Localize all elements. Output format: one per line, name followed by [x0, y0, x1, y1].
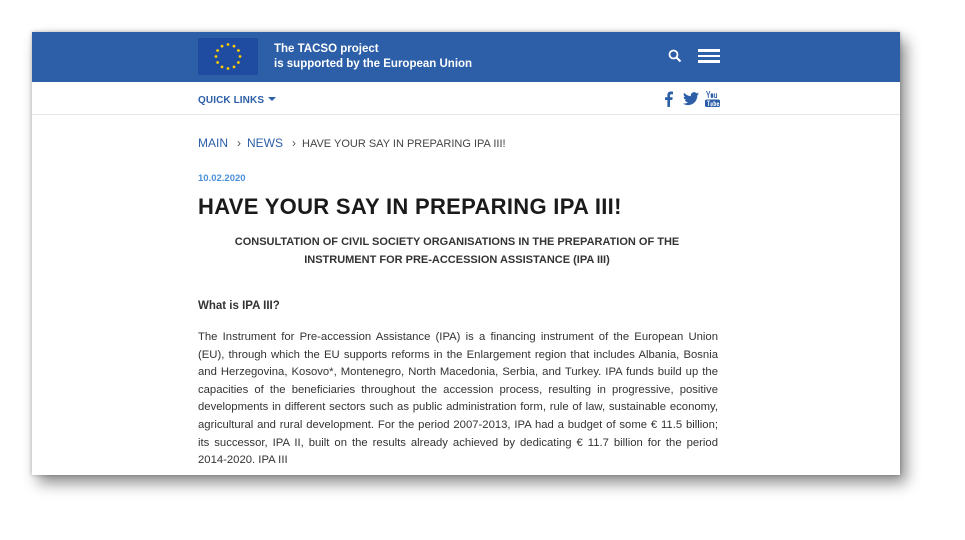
- quick-links-label: QUICK LINKS: [198, 95, 265, 106]
- breadcrumb-main-link[interactable]: MAIN: [198, 136, 228, 150]
- site-header: [32, 32, 900, 82]
- chevron-right-icon: ›: [237, 136, 241, 150]
- breadcrumb-current: HAVE YOUR SAY IN PREPARING IPA III!: [302, 138, 506, 150]
- brand-line-2: is supported by the European Union: [274, 57, 473, 70]
- twitter-icon[interactable]: [683, 91, 699, 107]
- browser-frame: [32, 32, 900, 475]
- hamburger-menu-icon[interactable]: [698, 49, 720, 63]
- article-date: 10.02.2020: [198, 173, 246, 184]
- caret-down-icon: [268, 97, 276, 101]
- article-body: The Instrument for Pre-accession Assistance (IPA) is a financing instrument of the European Union (EU), through which the EU supports reforms in the Enlargement region that includes Albania, Bosnia and Herzegovina, Kosovo*, Montenegro, North Macedonia, Serbia, and Turkey. IPA funds build up the capacities of the beneficiaries throughout the accession process, resulting in progressive, positive developments in different sectors such as public administration form, rule of law, sustainable economy, agricultural and rural development. For the period 2007-2013, IPA had a budget of some € 11.5 billion; its successor, IPA II, built on the results already achieved by dedicating € 11.7 billion for the period 2014-2020. IPA III: [198, 331, 718, 467]
- quick-links-dropdown[interactable]: [198, 95, 276, 106]
- article-title: HAVE YOUR SAY IN PREPARING IPA III!: [198, 194, 622, 219]
- article-subtitle: CONSULTATION OF CIVIL SOCIETY ORGANISATIONS IN THE PREPARATION OF THE INSTRUMENT FOR PRE-ACCESSION ASSISTANCE (IPA III): [234, 236, 680, 266]
- facebook-icon[interactable]: [664, 91, 673, 107]
- eu-flag-logo[interactable]: [198, 38, 258, 75]
- brand-text[interactable]: [274, 42, 472, 71]
- quick-links-bar: [32, 82, 900, 115]
- chevron-right-icon: ›: [292, 136, 296, 150]
- breadcrumb: [198, 136, 506, 150]
- search-icon[interactable]: [668, 49, 682, 68]
- brand-line-1: The TACSO project: [274, 43, 379, 55]
- youtube-icon[interactable]: [705, 91, 720, 107]
- section-heading: What is IPA III?: [198, 300, 280, 312]
- breadcrumb-news-link[interactable]: NEWS: [247, 136, 283, 150]
